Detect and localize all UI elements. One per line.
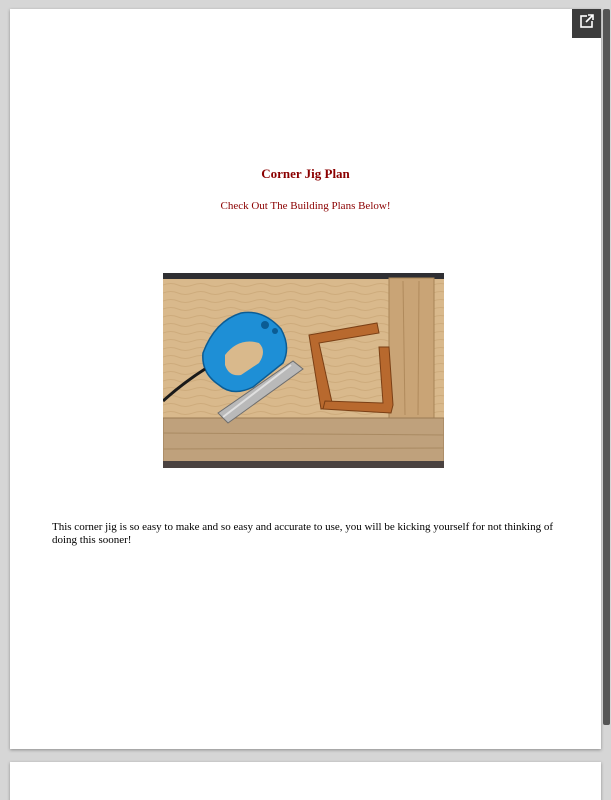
page-title: Corner Jig Plan [261,166,350,181]
next-document-page [10,762,601,800]
corner-jig-photo [163,273,444,468]
popout-icon [579,13,595,34]
scrollbar-thumb[interactable] [603,9,610,725]
page-subtitle: Check Out The Building Plans Below! [220,200,391,212]
photo-illustration [163,273,444,468]
vertical-scrollbar[interactable] [602,0,611,740]
popout-button[interactable] [572,9,601,38]
document-page [10,9,601,749]
page-body-text: This corner jig is so easy to make and so easy and accurate to use, you will be kicking yourself for not thinking of doing this sooner! [52,521,553,546]
